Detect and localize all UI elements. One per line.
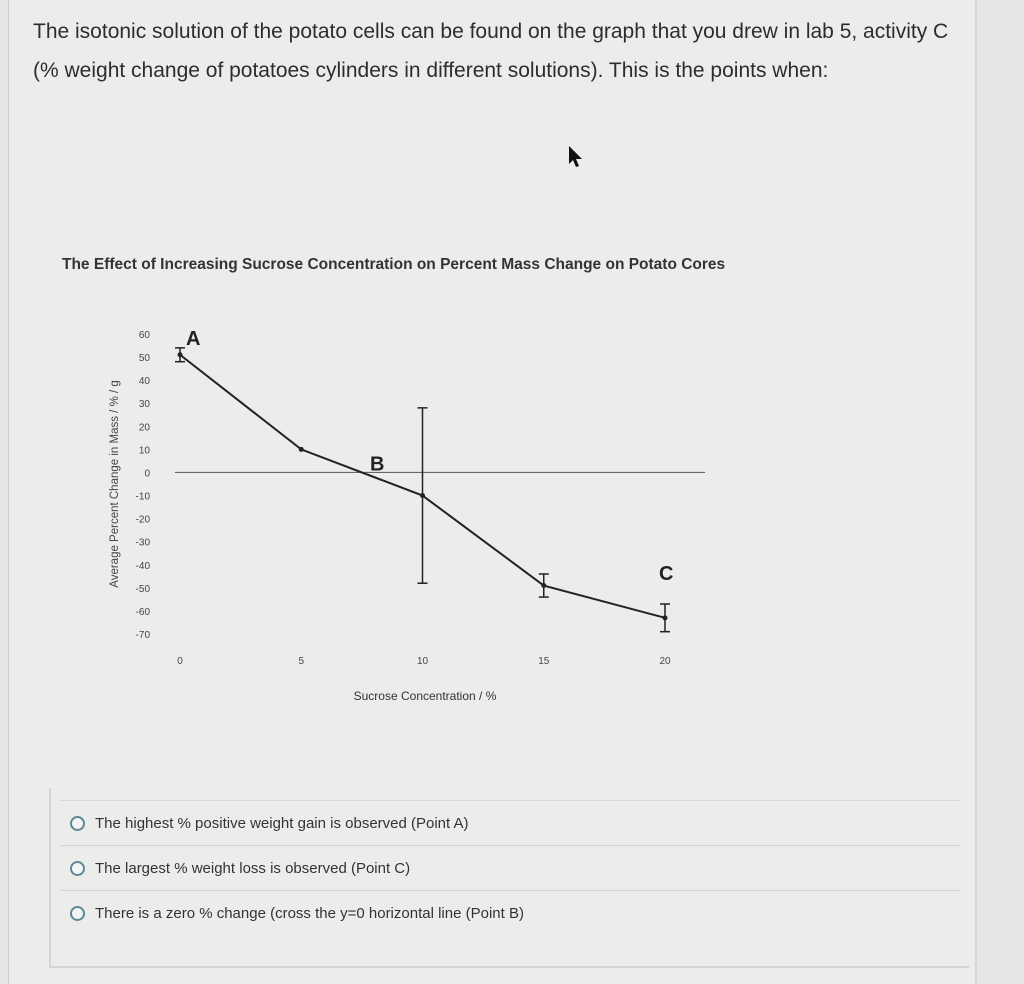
option-label: The largest % weight loss is observed (Point C) bbox=[95, 859, 411, 877]
y-tick-label: 0 bbox=[144, 468, 150, 480]
option-label: The highest % positive weight gain is observed (Point A) bbox=[95, 814, 469, 832]
data-point bbox=[178, 352, 183, 357]
point-annotation-a: A bbox=[186, 327, 201, 350]
x-tick-label: 0 bbox=[177, 656, 183, 667]
y-tick-label: -10 bbox=[135, 491, 150, 503]
data-point bbox=[541, 583, 546, 588]
question-text: The isotonic solution of the potato cells can be found on the graph that you drew in lab 5, activity C (% weight change of potatoes cylinders in different solutions). This is the points when: bbox=[33, 20, 949, 82]
y-tick-label: 30 bbox=[138, 399, 150, 411]
x-axis-label: Sucrose Concentration / % bbox=[353, 689, 497, 703]
y-tick-label: -40 bbox=[135, 560, 150, 572]
y-tick-label: 50 bbox=[138, 353, 150, 365]
x-tick-label: 10 bbox=[416, 656, 429, 667]
x-tick-label: 5 bbox=[298, 656, 305, 667]
data-point bbox=[299, 447, 304, 452]
y-tick-label: 10 bbox=[138, 445, 150, 457]
point-annotation-c: C bbox=[659, 562, 674, 585]
radio-icon[interactable] bbox=[70, 861, 85, 876]
option-b[interactable] bbox=[60, 890, 960, 935]
radio-icon[interactable] bbox=[70, 906, 85, 921]
radio-icon[interactable] bbox=[70, 816, 85, 831]
x-tick-label: 20 bbox=[659, 656, 671, 667]
option-a[interactable] bbox=[60, 800, 960, 845]
y-tick-label: -50 bbox=[135, 583, 150, 595]
x-tick-label: 15 bbox=[538, 656, 550, 667]
y-tick-label: -60 bbox=[135, 606, 150, 618]
chart-title: The Effect of Increasing Sucrose Concentration on Percent Mass Change on Potato Cores bbox=[62, 256, 726, 273]
y-tick-label: -30 bbox=[135, 537, 150, 549]
y-tick-label: 40 bbox=[138, 376, 150, 388]
y-axis-label: Average Percent Change in Mass / % / g bbox=[109, 380, 121, 588]
option-label: There is a zero % change (cross the y=0 horizontal line (Point B) bbox=[95, 904, 524, 922]
data-point bbox=[420, 493, 425, 498]
answer-options bbox=[60, 800, 960, 935]
option-c[interactable] bbox=[60, 845, 960, 890]
y-tick-label: -20 bbox=[135, 514, 150, 526]
point-annotation-b: B bbox=[370, 453, 385, 476]
y-tick-label: 20 bbox=[138, 422, 150, 434]
data-point bbox=[663, 615, 668, 620]
y-tick-label: 60 bbox=[138, 330, 150, 341]
y-tick-label: -70 bbox=[135, 630, 150, 641]
